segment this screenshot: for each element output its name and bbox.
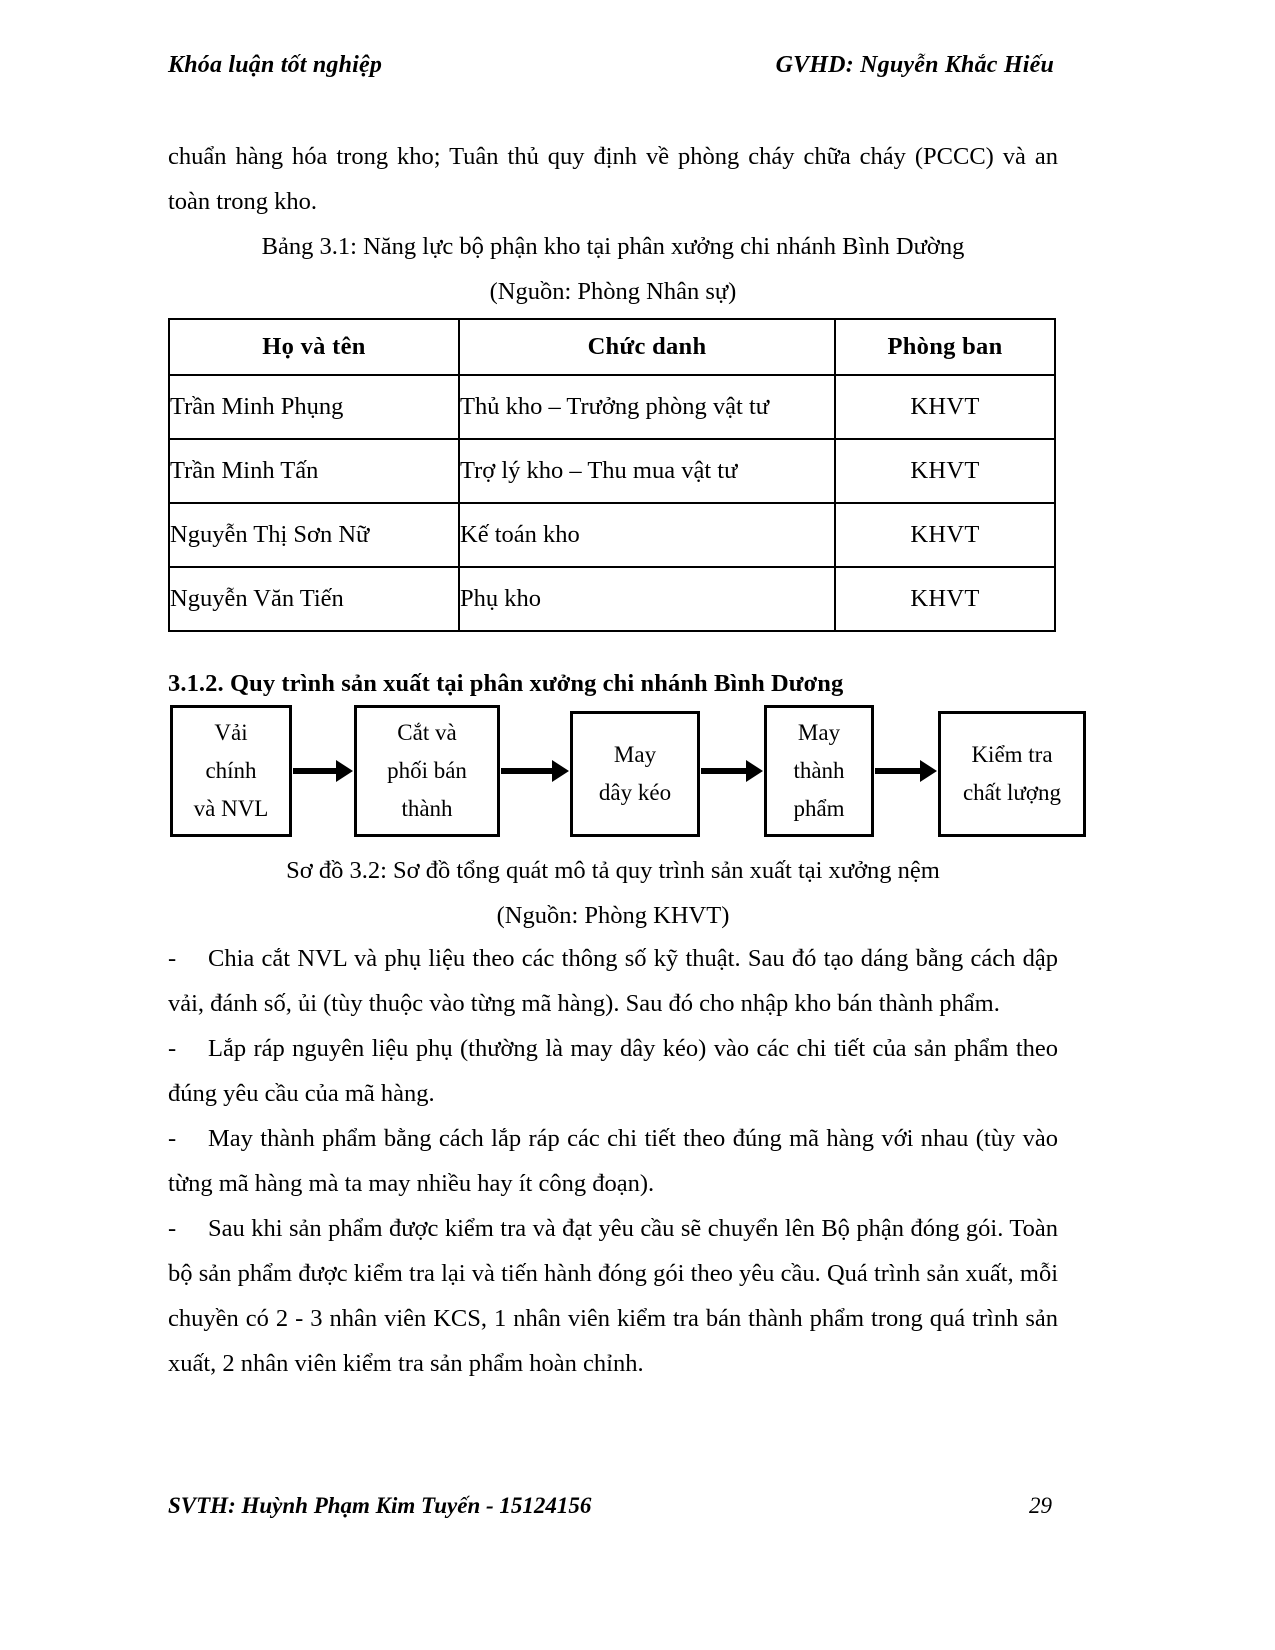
cell-name: Nguyễn Thị Sơn Nữ	[169, 503, 459, 567]
arrow-shaft	[875, 768, 920, 774]
bullet-dash-icon: -	[168, 1215, 177, 1242]
arrow-shaft	[701, 768, 746, 774]
flow-step-1-line-3: và NVL	[193, 796, 269, 821]
flow-step-1-line-1: Vải	[214, 720, 248, 745]
table-row	[169, 567, 1055, 631]
section-heading-3-1-2: 3.1.2. Quy trình sản xuất tại phân xưởng chi nhánh Bình Dương	[168, 670, 844, 697]
list-item-text: Sau khi sản phẩm được kiểm tra và đạt yêu cầu sẽ chuyển lên Bộ phận đóng gói. Toàn bộ sản phẩm được kiểm tra lại và tiến hành đóng gói theo yêu cầu. Quá trình sản xuất, mỗi chuyền có 2 - 3 nhân viên KCS, 1 nhân viên kiểm tra bán thành phẩm trong quá trình sản xuất, 2 nhân viên kiểm tra sản phẩm hoàn chỉnh.	[168, 1215, 1058, 1377]
cell-dept: KHVT	[835, 503, 1055, 567]
cell-role: Kế toán kho	[459, 503, 835, 567]
flow-arrow-3	[701, 761, 763, 781]
flow-step-5-line-1: Kiểm tra	[971, 742, 1053, 767]
running-footer	[168, 1493, 1058, 1519]
diagram-caption-source: (Nguồn: Phòng KHVT)	[496, 902, 730, 929]
list-item-text: Lắp ráp nguyên liệu phụ (thường là may dây kéo) vào các chi tiết của sản phẩm theo đúng yêu cầu của mã hàng.	[168, 1035, 1058, 1107]
list-item	[168, 1026, 1058, 1116]
flow-arrow-2	[501, 761, 569, 781]
column-header-name: Họ và tên	[169, 319, 459, 375]
process-description-list	[168, 936, 1058, 1386]
list-item	[168, 1116, 1058, 1206]
cell-dept: KHVT	[835, 439, 1055, 503]
table-caption-source: (Nguồn: Phòng Nhân sự)	[489, 278, 737, 305]
bullet-dash-icon: -	[168, 1035, 177, 1062]
table-3-1	[168, 318, 1056, 632]
page-number: 29	[1029, 1493, 1052, 1518]
process-flowchart	[160, 705, 1090, 840]
flow-step-2-line-2: phối bán	[387, 758, 467, 783]
cell-dept: KHVT	[835, 567, 1055, 631]
flow-arrow-4	[875, 761, 937, 781]
list-item-text: Chia cắt NVL và phụ liệu theo các thông số kỹ thuật. Sau đó tạo dáng bằng cách dập vải, đánh số, ủi (tùy thuộc vào từng mã hàng). Sau đó cho nhập kho bán thành phẩm.	[168, 945, 1058, 1017]
flow-step-2-line-3: thành	[401, 796, 453, 821]
table-caption-title: Bảng 3.1: Năng lực bộ phận kho tại phân xưởng chi nhánh Bình Dường	[261, 233, 965, 260]
diagram-caption-block	[168, 848, 1058, 938]
cell-role: Phụ kho	[459, 567, 835, 631]
bullet-dash-icon: -	[168, 1125, 177, 1152]
header-thesis-title: Khóa luận tốt nghiệp	[168, 52, 383, 78]
arrow-right-icon	[746, 760, 763, 782]
list-item-text: May thành phẩm bằng cách lắp ráp các chi tiết theo đúng mã hàng với nhau (tùy vào từng mã hàng mà ta may nhiều hay ít công đoạn).	[168, 1125, 1058, 1197]
running-header	[168, 52, 1058, 79]
footer-student-info: SVTH: Huỳnh Phạm Kim Tuyến - 15124156	[168, 1493, 592, 1518]
flow-step-4	[764, 705, 874, 837]
flow-step-2-line-1: Cắt và	[397, 720, 457, 745]
flow-step-5-line-2: chất lượng	[962, 780, 1062, 805]
arrow-right-icon	[552, 760, 569, 782]
flow-step-2	[354, 705, 500, 837]
flow-step-5	[938, 711, 1086, 837]
flow-arrow-1	[293, 761, 353, 781]
diagram-caption-title: Sơ đồ 3.2: Sơ đồ tổng quát mô tả quy trình sản xuất tại xưởng nệm	[286, 857, 940, 884]
flow-step-3-line-2: dây kéo	[598, 780, 672, 805]
flow-step-3-line-1: May	[613, 742, 657, 767]
flow-step-3	[570, 711, 700, 837]
table-header-row	[169, 319, 1055, 375]
table-row	[169, 319, 1055, 375]
column-header-dept: Phòng ban	[835, 319, 1055, 375]
bullet-dash-icon: -	[168, 945, 177, 972]
cell-dept: KHVT	[835, 375, 1055, 439]
flow-step-4-line-2: thành	[793, 758, 845, 783]
flow-step-1-line-2: chính	[205, 758, 257, 783]
intro-paragraph: chuẩn hàng hóa trong kho; Tuân thủ quy định về phòng cháy chữa cháy (PCCC) và an toàn trong kho.	[168, 143, 1058, 215]
flow-step-4-line-1: May	[797, 720, 841, 745]
cell-role: Trợ lý kho – Thu mua vật tư	[459, 439, 835, 503]
cell-name: Trần Minh Phụng	[169, 375, 459, 439]
table-3-1-wrapper	[168, 318, 1054, 632]
column-header-role: Chức danh	[459, 319, 835, 375]
arrow-shaft	[293, 768, 336, 774]
cell-name: Trần Minh Tấn	[169, 439, 459, 503]
arrow-right-icon	[920, 760, 937, 782]
table-row	[169, 439, 1055, 503]
cell-role: Thủ kho – Trưởng phòng vật tư	[459, 375, 835, 439]
list-item	[168, 936, 1058, 1026]
flow-step-1	[170, 705, 292, 837]
flow-step-4-line-3: phẩm	[793, 796, 845, 821]
table-row	[169, 375, 1055, 439]
header-advisor: GVHD: Nguyễn Khắc Hiếu	[775, 52, 1054, 78]
list-item	[168, 1206, 1058, 1386]
table-row	[169, 503, 1055, 567]
intro-block	[168, 134, 1058, 314]
arrow-shaft	[501, 768, 552, 774]
cell-name: Nguyễn Văn Tiến	[169, 567, 459, 631]
table-body	[169, 375, 1055, 631]
arrow-right-icon	[336, 760, 353, 782]
